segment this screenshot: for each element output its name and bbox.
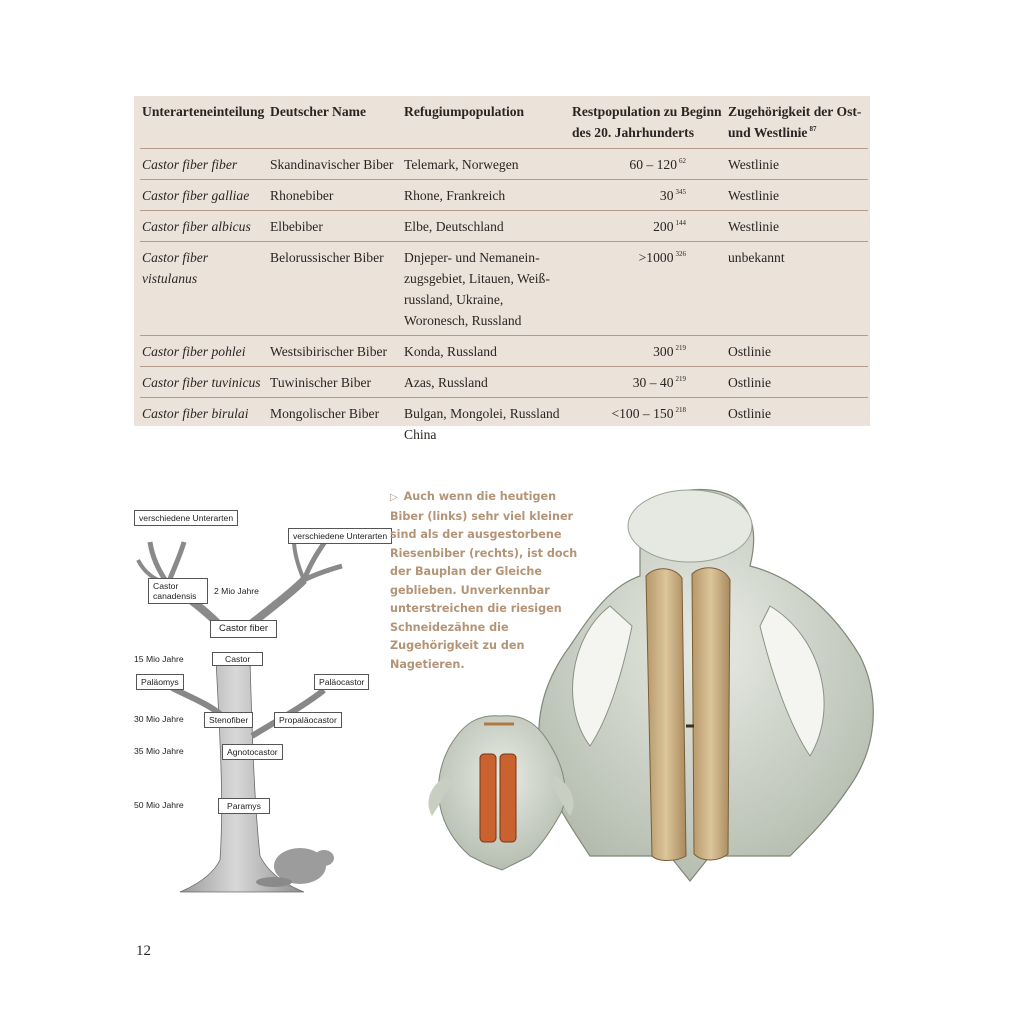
cell-german-name: Tuwinischer Biber [268, 367, 402, 398]
cell-lineage: Westlinie [726, 149, 868, 180]
cell-lineage: unbekannt [726, 242, 868, 336]
header-german-name: Deutscher Name [270, 104, 367, 119]
tree-node-stenofiber: Stenofiber [204, 712, 253, 728]
header-lineage-text: Zugehörigkeit der Ost- und Westlinie [728, 104, 862, 140]
cell-population [570, 149, 726, 180]
tree-illustration [128, 500, 380, 894]
tree-node-palaeocastor: Paläocastor [314, 674, 369, 690]
cell-german-name: Belorussischer Biber [268, 242, 402, 336]
cell-refugium: Azas, Russland [402, 367, 570, 398]
cell-subspecies: Castor fiber pohlei [140, 336, 268, 367]
cell-lineage: Ostlinie [726, 367, 868, 398]
tree-node-unterarten-right: verschiedene Unterarten [288, 528, 392, 544]
population-ref: 62 [679, 157, 686, 165]
cell-subspecies: Castor fiber albicus [140, 211, 268, 242]
cell-lineage: Westlinie [726, 180, 868, 211]
caption-text: Auch wenn die heutigen Biber (links) sehr viel kleiner sind als der ausgestorbene Riesenbiber (rechts), ist doch der Bauplan der Gleiche geblieben. Unverkennbar unterstreichen die riesigen Schneidezähne die Zugehörigkeit zu den Nagetieren. [390, 490, 578, 671]
cell-subspecies: Castor fiber galliae [140, 180, 268, 211]
tree-node-propalaeocastor: Propaläocastor [274, 712, 342, 728]
cell-refugium: Rhone, Frankreich [402, 180, 570, 211]
population-ref: 219 [675, 344, 686, 352]
cell-german-name: Rhonebiber [268, 180, 402, 211]
time-label-2-mio: 2 Mio Jahre [214, 586, 259, 596]
population-ref: 345 [675, 188, 686, 196]
table-row [140, 242, 868, 336]
time-label-35-mio: 35 Mio Jahre [134, 746, 184, 756]
cell-population [570, 180, 726, 211]
cell-german-name: Elbebiber [268, 211, 402, 242]
population-value: >1000 [638, 250, 674, 265]
beaver-phylogeny-diagram [128, 500, 388, 894]
tree-node-palaeomys: Paläomys [136, 674, 184, 690]
tree-node-unterarten-left: verschiedene Unterarten [134, 510, 238, 526]
population-value: 60 – 120 [629, 157, 677, 172]
population-ref: 218 [675, 406, 686, 414]
population-value: 30 – 40 [632, 375, 674, 390]
population-value: 30 [659, 188, 674, 203]
subspecies-table [140, 96, 868, 449]
cell-lineage: Ostlinie [726, 336, 868, 367]
table-header-row [140, 96, 868, 149]
cell-population [570, 336, 726, 367]
cell-population [570, 398, 726, 450]
table-row [140, 211, 868, 242]
tree-node-castor-fiber: Castor fiber [210, 620, 277, 638]
cell-subspecies: Castor fiber birulai [140, 398, 268, 450]
cell-lineage: Westlinie [726, 211, 868, 242]
cell-refugium: Bulgan, Mongolei, Russland China [402, 398, 570, 450]
cell-subspecies: Castor fiber vistulanus [140, 242, 268, 336]
skull-comparison-photo [410, 486, 890, 886]
cell-german-name: Mongolischer Biber [268, 398, 402, 450]
caption-marker-icon: ▷ [390, 492, 398, 503]
table-row [140, 180, 868, 211]
tree-node-castor: Castor [212, 652, 263, 666]
population-ref: 326 [675, 250, 686, 258]
cell-refugium: Elbe, Deutschland [402, 211, 570, 242]
population-ref: 219 [675, 375, 686, 383]
cell-population [570, 242, 726, 336]
time-label-30-mio: 30 Mio Jahre [134, 714, 184, 724]
table-row [140, 149, 868, 180]
population-value: 300 [653, 344, 674, 359]
time-label-50-mio: 50 Mio Jahre [134, 800, 184, 810]
header-refugium: Refugiumpopulation [404, 104, 525, 119]
header-population: Restpopulation zu Beginn des 20. Jahrhunderts [572, 104, 722, 140]
cell-subspecies: Castor fiber tuvinicus [140, 367, 268, 398]
page-number: 12 [136, 943, 151, 959]
tree-node-agnotocastor: Agnotocastor [222, 744, 283, 760]
table-row [140, 367, 868, 398]
skull-illustration [410, 486, 890, 886]
cell-german-name: Westsibirischer Biber [268, 336, 402, 367]
cell-refugium: Dnjeper- und Nemaneinzugsgebiet, Litauen, Weißrussland, Ukraine, Woronesch, Russland [402, 242, 570, 336]
table-row [140, 336, 868, 367]
header-subspecies: Unterarteneinteilung [142, 104, 265, 119]
cell-german-name: Skandinavischer Biber [268, 149, 402, 180]
cell-refugium: Telemark, Norwegen [402, 149, 570, 180]
header-lineage-ref: 87 [809, 125, 817, 133]
cell-population [570, 367, 726, 398]
tree-node-castor-canadensis: Castor canadensis [148, 578, 208, 604]
cell-subspecies: Castor fiber fiber [140, 149, 268, 180]
population-value: <100 – 150 [611, 406, 674, 421]
table-row [140, 398, 868, 450]
time-label-15-mio: 15 Mio Jahre [134, 654, 184, 664]
tree-node-paramys: Paramys [218, 798, 270, 814]
giant-beaver-skull [539, 489, 874, 881]
cell-refugium: Konda, Russland [402, 336, 570, 367]
population-ref: 144 [675, 219, 686, 227]
population-value: 200 [653, 219, 674, 234]
cell-population [570, 211, 726, 242]
header-lineage [726, 96, 868, 149]
cell-lineage: Ostlinie [726, 398, 868, 450]
subspecies-table-panel [134, 96, 870, 442]
